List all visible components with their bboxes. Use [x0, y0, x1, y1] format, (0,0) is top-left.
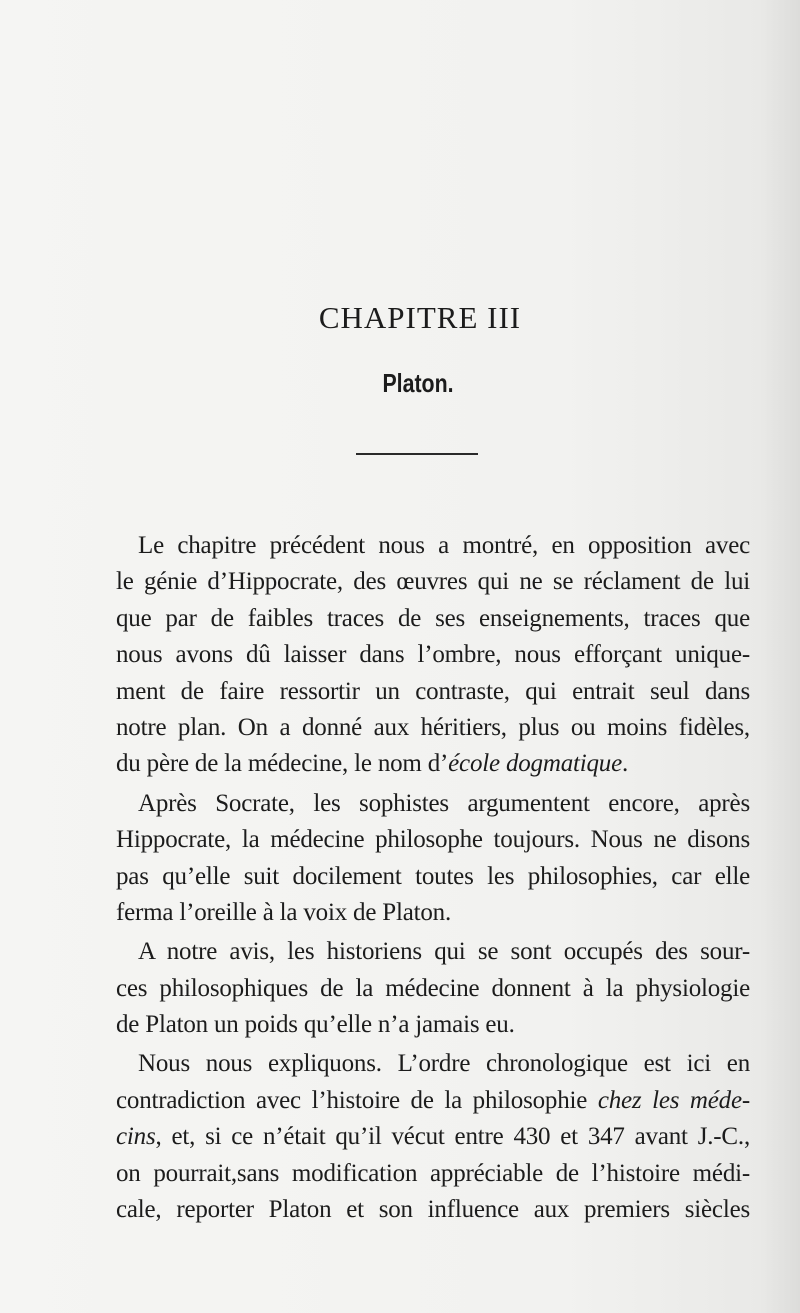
- text-line: ment de faire ressortir un contraste, qui entrait seul dans: [116, 677, 750, 705]
- text-line: [116, 746, 750, 782]
- text-line: notre plan. On a donné aux héritiers, plus ou moins fidèles,: [116, 713, 750, 741]
- text-line: que par de faibles traces de ses enseignements, traces que: [116, 604, 750, 632]
- text-line: ces philosophiques de la médecine donnent à la physiologie: [116, 974, 750, 1002]
- text-run: , et, si ce n’était qu’il vécut entre 430 et 347 avant J.-C.,: [155, 1123, 750, 1151]
- text-line: on pourrait,sans modification appréciable de l’histoire médi-: [116, 1159, 750, 1187]
- italic-term: école dogmatique: [448, 750, 622, 778]
- text-run: .: [621, 750, 629, 778]
- text-line: pas qu’elle suit docilement toutes les philosophies, car elle: [116, 862, 750, 890]
- italic-term: chez les méde-: [597, 1086, 750, 1114]
- text-line: nous avons dû laisser dans l’ombre, nous efforçant unique-: [116, 641, 750, 669]
- text-run: contradiction avec l’histoire de la philosophie: [116, 1086, 598, 1114]
- text-line: [116, 1119, 750, 1155]
- paragraph: [116, 786, 750, 932]
- text-line: Le chapitre précédent nous a montré, en opposition avec: [138, 532, 750, 559]
- text-line: Nous nous expliquons. L’ordre chronologique est ici en: [138, 1050, 750, 1078]
- chapter-title: CHAPITRE III: [318, 300, 522, 335]
- chapter-subtitle: Platon.: [382, 368, 454, 398]
- text-line: cale, reporter Platon et son influence aux premiers siècles: [116, 1196, 750, 1224]
- paragraph: [116, 528, 750, 783]
- paragraph: [116, 1046, 750, 1228]
- text-line: A notre avis, les historiens qui se sont occupés des sour-: [138, 938, 750, 966]
- text-line: Hippocrate, la médecine philosophe toujours. Nous ne disons: [116, 826, 750, 854]
- paragraph: [116, 934, 750, 1043]
- italic-term: cins: [116, 1123, 156, 1151]
- title-divider: [356, 453, 478, 455]
- text-line: ferma l’oreille à la voix de Platon.: [116, 898, 452, 926]
- text-line: Après Socrate, les sophistes argumentent encore, après: [138, 789, 750, 817]
- text-line: [116, 1083, 750, 1119]
- text-line: de Platon un poids qu’elle n’a jamais eu.: [116, 1011, 515, 1039]
- body-text: [116, 528, 750, 1228]
- text-run: du père de la médecine, le nom d’: [116, 750, 449, 778]
- text-line: le génie d’Hippocrate, des œuvres qui ne se réclament de lui: [116, 568, 750, 596]
